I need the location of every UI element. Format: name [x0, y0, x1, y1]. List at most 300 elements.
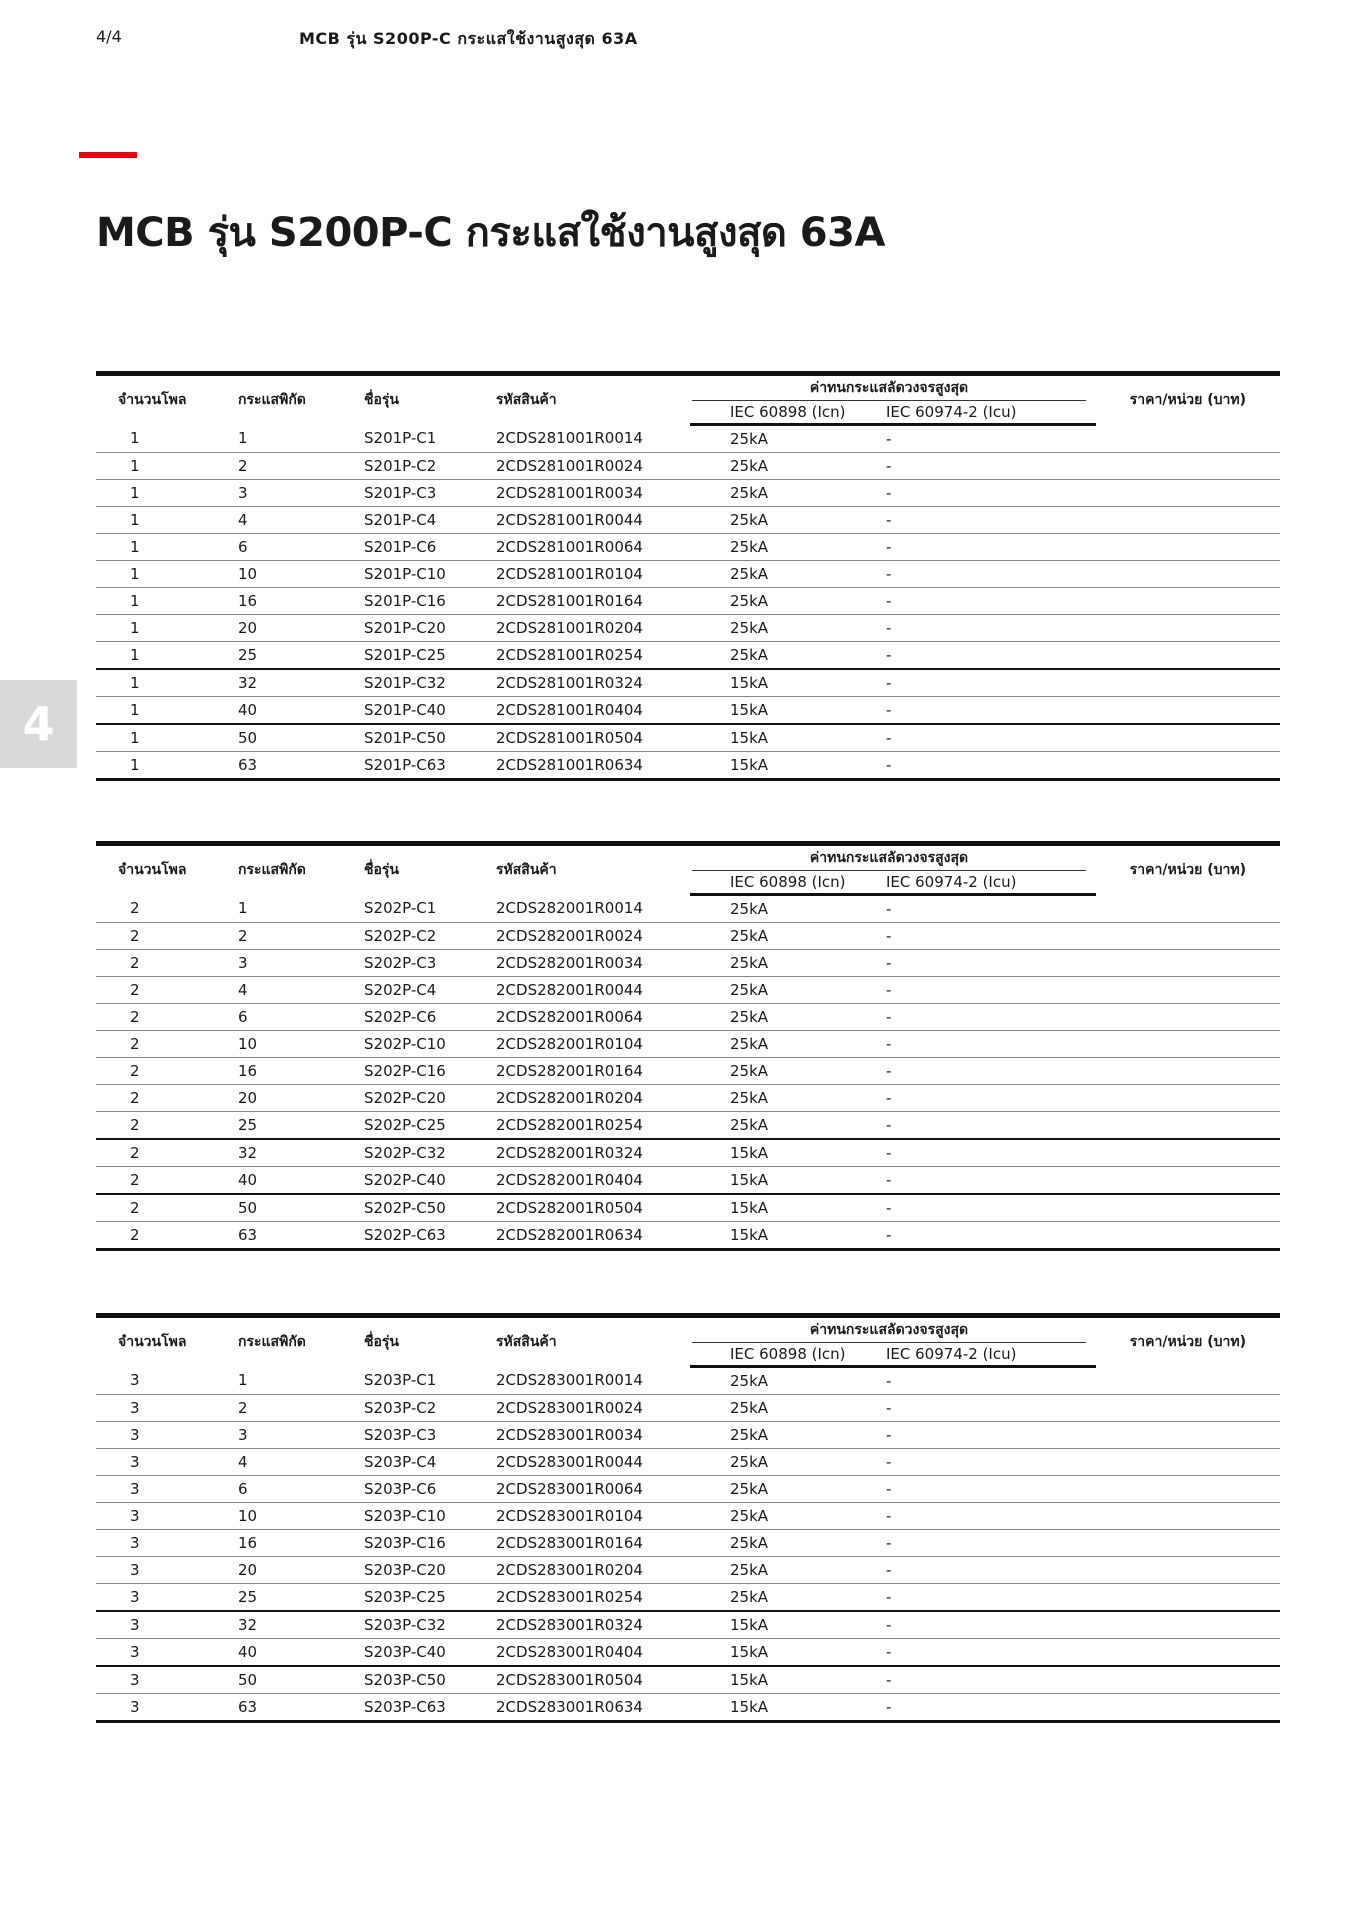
- model-cell: S203P-C2: [342, 1395, 472, 1422]
- rating-cell: 16: [216, 1058, 342, 1085]
- code-cell: 2CDS281001R0254: [472, 642, 690, 670]
- header-product-code: รหัสสินค้า: [472, 844, 690, 895]
- price-cell: [1096, 1058, 1280, 1085]
- model-cell: S201P-C32: [342, 669, 472, 697]
- model-cell: S203P-C16: [342, 1530, 472, 1557]
- poles-cell: 2: [96, 895, 216, 923]
- rating-cell: 3: [216, 480, 342, 507]
- table-row: [96, 1557, 1280, 1584]
- poles-cell: 1: [96, 669, 216, 697]
- rating-cell: 4: [216, 977, 342, 1004]
- icn-cell: 15kA: [690, 1194, 880, 1222]
- rating-cell: 63: [216, 1694, 342, 1722]
- icn-cell: 25kA: [690, 1112, 880, 1140]
- header-product-code: รหัสสินค้า: [472, 374, 690, 425]
- rating-cell: 10: [216, 1031, 342, 1058]
- page-title: MCB รุ่น S200P-C กระแสใช้งานสูงสุด 63A: [96, 210, 885, 256]
- icn-cell: 25kA: [690, 1584, 880, 1612]
- model-cell: S202P-C4: [342, 977, 472, 1004]
- header-iec-60974: IEC 60974-2 (Icu): [880, 871, 1096, 895]
- price-cell: [1096, 588, 1280, 615]
- price-cell: [1096, 1557, 1280, 1584]
- price-cell: [1096, 1639, 1280, 1667]
- code-cell: 2CDS282001R0034: [472, 950, 690, 977]
- rating-cell: 32: [216, 1139, 342, 1167]
- rating-cell: 25: [216, 1584, 342, 1612]
- price-cell: [1096, 1139, 1280, 1167]
- table-row: [96, 507, 1280, 534]
- poles-cell: 2: [96, 1058, 216, 1085]
- model-cell: S201P-C10: [342, 561, 472, 588]
- icu-cell: -: [880, 1058, 1096, 1085]
- code-cell: 2CDS281001R0204: [472, 615, 690, 642]
- poles-cell: 1: [96, 507, 216, 534]
- header-poles: จำนวนโพล: [96, 374, 216, 425]
- code-cell: 2CDS281001R0064: [472, 534, 690, 561]
- code-cell: 2CDS282001R0104: [472, 1031, 690, 1058]
- table-row: [96, 1503, 1280, 1530]
- poles-cell: 3: [96, 1666, 216, 1694]
- code-cell: 2CDS282001R0014: [472, 895, 690, 923]
- icn-cell: 25kA: [690, 588, 880, 615]
- icn-cell: 25kA: [690, 1449, 880, 1476]
- code-cell: 2CDS281001R0044: [472, 507, 690, 534]
- model-cell: S202P-C10: [342, 1031, 472, 1058]
- model-cell: S201P-C25: [342, 642, 472, 670]
- poles-cell: 1: [96, 534, 216, 561]
- page-number: 4/4: [96, 27, 122, 46]
- icu-cell: -: [880, 923, 1096, 950]
- table-row: [96, 1449, 1280, 1476]
- table-row: [96, 561, 1280, 588]
- poles-cell: 2: [96, 1194, 216, 1222]
- code-cell: 2CDS283001R0104: [472, 1503, 690, 1530]
- rating-cell: 16: [216, 588, 342, 615]
- icn-cell: 15kA: [690, 1639, 880, 1667]
- accent-bar: [79, 152, 137, 158]
- price-cell: [1096, 453, 1280, 480]
- poles-cell: 1: [96, 425, 216, 453]
- code-cell: 2CDS282001R0634: [472, 1222, 690, 1250]
- icn-cell: 15kA: [690, 697, 880, 725]
- table-row: [96, 977, 1280, 1004]
- poles-cell: 3: [96, 1694, 216, 1722]
- icu-cell: -: [880, 1476, 1096, 1503]
- table-row: [96, 923, 1280, 950]
- model-cell: S202P-C32: [342, 1139, 472, 1167]
- rating-cell: 20: [216, 615, 342, 642]
- poles-cell: 3: [96, 1611, 216, 1639]
- code-cell: 2CDS282001R0504: [472, 1194, 690, 1222]
- table-row: [96, 950, 1280, 977]
- model-cell: S202P-C1: [342, 895, 472, 923]
- header-model: ชื่อรุ่น: [342, 1316, 472, 1367]
- table-row: [96, 1666, 1280, 1694]
- price-cell: [1096, 1395, 1280, 1422]
- table-row: [96, 1422, 1280, 1449]
- code-cell: 2CDS282001R0324: [472, 1139, 690, 1167]
- code-cell: 2CDS282001R0164: [472, 1058, 690, 1085]
- header-iec-60898: IEC 60898 (Icn): [690, 871, 880, 895]
- icn-cell: 25kA: [690, 1422, 880, 1449]
- icn-cell: 25kA: [690, 1085, 880, 1112]
- icn-cell: 25kA: [690, 1031, 880, 1058]
- rating-cell: 20: [216, 1557, 342, 1584]
- rating-cell: 1: [216, 1367, 342, 1395]
- spec-table: [96, 841, 1280, 1251]
- header-price: ราคา/หน่วย (บาท): [1096, 374, 1280, 425]
- table-row: [96, 697, 1280, 725]
- poles-cell: 1: [96, 453, 216, 480]
- icu-cell: -: [880, 1222, 1096, 1250]
- icu-cell: -: [880, 1611, 1096, 1639]
- icu-cell: -: [880, 1694, 1096, 1722]
- poles-cell: 2: [96, 1031, 216, 1058]
- rating-cell: 32: [216, 1611, 342, 1639]
- table-row: [96, 1031, 1280, 1058]
- icn-cell: 25kA: [690, 615, 880, 642]
- price-cell: [1096, 561, 1280, 588]
- code-cell: 2CDS283001R0014: [472, 1367, 690, 1395]
- table-row: [96, 752, 1280, 780]
- code-cell: 2CDS283001R0044: [472, 1449, 690, 1476]
- code-cell: 2CDS283001R0204: [472, 1557, 690, 1584]
- running-title: MCB รุ่น S200P-C กระแสใช้งานสูงสุด 63A: [299, 29, 638, 48]
- table-row: [96, 1194, 1280, 1222]
- poles-cell: 1: [96, 697, 216, 725]
- model-cell: S201P-C20: [342, 615, 472, 642]
- rating-cell: 6: [216, 1004, 342, 1031]
- icu-cell: -: [880, 697, 1096, 725]
- poles-cell: 1: [96, 724, 216, 752]
- price-cell: [1096, 1167, 1280, 1195]
- icu-cell: -: [880, 642, 1096, 670]
- model-cell: S202P-C6: [342, 1004, 472, 1031]
- model-cell: S201P-C4: [342, 507, 472, 534]
- price-cell: [1096, 895, 1280, 923]
- icn-cell: 15kA: [690, 669, 880, 697]
- rating-cell: 6: [216, 534, 342, 561]
- code-cell: 2CDS281001R0014: [472, 425, 690, 453]
- rating-cell: 2: [216, 923, 342, 950]
- icn-cell: 25kA: [690, 895, 880, 923]
- icu-cell: -: [880, 1395, 1096, 1422]
- code-cell: 2CDS282001R0254: [472, 1112, 690, 1140]
- model-cell: S202P-C16: [342, 1058, 472, 1085]
- icn-cell: 25kA: [690, 507, 880, 534]
- icn-cell: 25kA: [690, 1530, 880, 1557]
- poles-cell: 2: [96, 1167, 216, 1195]
- price-cell: [1096, 1194, 1280, 1222]
- table-row: [96, 1639, 1280, 1667]
- icn-cell: 25kA: [690, 1557, 880, 1584]
- table-row: [96, 895, 1280, 923]
- price-cell: [1096, 1367, 1280, 1395]
- rating-cell: 1: [216, 425, 342, 453]
- poles-cell: 2: [96, 1004, 216, 1031]
- icu-cell: -: [880, 453, 1096, 480]
- poles-cell: 3: [96, 1530, 216, 1557]
- table-row: [96, 588, 1280, 615]
- table-row: [96, 1367, 1280, 1395]
- rating-cell: 40: [216, 697, 342, 725]
- price-cell: [1096, 1112, 1280, 1140]
- model-cell: S203P-C32: [342, 1611, 472, 1639]
- icu-cell: -: [880, 1503, 1096, 1530]
- poles-cell: 3: [96, 1395, 216, 1422]
- model-cell: S203P-C6: [342, 1476, 472, 1503]
- price-cell: [1096, 1422, 1280, 1449]
- price-cell: [1096, 480, 1280, 507]
- code-cell: 2CDS281001R0024: [472, 453, 690, 480]
- code-cell: 2CDS283001R0504: [472, 1666, 690, 1694]
- icu-cell: -: [880, 1530, 1096, 1557]
- icu-cell: -: [880, 425, 1096, 453]
- table-row: [96, 1222, 1280, 1250]
- rating-cell: 25: [216, 1112, 342, 1140]
- table-row: [96, 1584, 1280, 1612]
- header-poles: จำนวนโพล: [96, 844, 216, 895]
- rating-cell: 4: [216, 1449, 342, 1476]
- header-breaking-capacity: ค่าทนกระแสลัดวงจรสูงสุด: [692, 377, 1086, 401]
- poles-cell: 3: [96, 1476, 216, 1503]
- rating-cell: 25: [216, 642, 342, 670]
- model-cell: S203P-C40: [342, 1639, 472, 1667]
- icn-cell: 15kA: [690, 1666, 880, 1694]
- poles-cell: 1: [96, 752, 216, 780]
- header-iec-60898: IEC 60898 (Icn): [690, 1343, 880, 1367]
- icu-cell: -: [880, 1666, 1096, 1694]
- model-cell: S201P-C63: [342, 752, 472, 780]
- price-cell: [1096, 1530, 1280, 1557]
- icu-cell: -: [880, 1422, 1096, 1449]
- header-rated-current: กระแสพิกัด: [216, 844, 342, 895]
- spec-table: [96, 371, 1280, 781]
- header-model: ชื่อรุ่น: [342, 844, 472, 895]
- price-cell: [1096, 669, 1280, 697]
- rating-cell: 63: [216, 1222, 342, 1250]
- header-product-code: รหัสสินค้า: [472, 1316, 690, 1367]
- icn-cell: 15kA: [690, 1611, 880, 1639]
- header-iec-60974: IEC 60974-2 (Icu): [880, 1343, 1096, 1367]
- icu-cell: -: [880, 1584, 1096, 1612]
- model-cell: S202P-C20: [342, 1085, 472, 1112]
- icu-cell: -: [880, 1557, 1096, 1584]
- code-cell: 2CDS282001R0024: [472, 923, 690, 950]
- table-row: [96, 669, 1280, 697]
- chapter-tab: 4: [0, 680, 77, 768]
- header-model: ชื่อรุ่น: [342, 374, 472, 425]
- icn-cell: 25kA: [690, 1058, 880, 1085]
- icu-cell: -: [880, 1449, 1096, 1476]
- code-cell: 2CDS282001R0044: [472, 977, 690, 1004]
- model-cell: S203P-C25: [342, 1584, 472, 1612]
- icn-cell: 25kA: [690, 950, 880, 977]
- price-cell: [1096, 1476, 1280, 1503]
- rating-cell: 40: [216, 1639, 342, 1667]
- header-rated-current: กระแสพิกัด: [216, 1316, 342, 1367]
- icu-cell: -: [880, 1167, 1096, 1195]
- price-cell: [1096, 1694, 1280, 1722]
- poles-cell: 1: [96, 561, 216, 588]
- icu-cell: -: [880, 1367, 1096, 1395]
- icu-cell: -: [880, 724, 1096, 752]
- rating-cell: 4: [216, 507, 342, 534]
- code-cell: 2CDS281001R0504: [472, 724, 690, 752]
- table-row: [96, 1167, 1280, 1195]
- icn-cell: 25kA: [690, 534, 880, 561]
- code-cell: 2CDS283001R0324: [472, 1611, 690, 1639]
- rating-cell: 50: [216, 724, 342, 752]
- icn-cell: 25kA: [690, 923, 880, 950]
- table-row: [96, 1112, 1280, 1140]
- rating-cell: 10: [216, 1503, 342, 1530]
- code-cell: 2CDS281001R0104: [472, 561, 690, 588]
- poles-cell: 1: [96, 480, 216, 507]
- poles-cell: 1: [96, 642, 216, 670]
- table-row: [96, 1611, 1280, 1639]
- icn-cell: 25kA: [690, 642, 880, 670]
- icu-cell: -: [880, 950, 1096, 977]
- icu-cell: -: [880, 1639, 1096, 1667]
- price-cell: [1096, 1085, 1280, 1112]
- poles-cell: 1: [96, 615, 216, 642]
- code-cell: 2CDS281001R0034: [472, 480, 690, 507]
- code-cell: 2CDS281001R0634: [472, 752, 690, 780]
- price-cell: [1096, 1004, 1280, 1031]
- header-iec-60898: IEC 60898 (Icn): [690, 401, 880, 425]
- price-cell: [1096, 425, 1280, 453]
- price-cell: [1096, 977, 1280, 1004]
- header-price: ราคา/หน่วย (บาท): [1096, 1316, 1280, 1367]
- model-cell: S201P-C1: [342, 425, 472, 453]
- table-row: [96, 642, 1280, 670]
- poles-cell: 3: [96, 1584, 216, 1612]
- icu-cell: -: [880, 1112, 1096, 1140]
- rating-cell: 1: [216, 895, 342, 923]
- table-row: [96, 1476, 1280, 1503]
- icn-cell: 25kA: [690, 977, 880, 1004]
- header-iec-60974: IEC 60974-2 (Icu): [880, 401, 1096, 425]
- price-cell: [1096, 615, 1280, 642]
- price-cell: [1096, 507, 1280, 534]
- icu-cell: -: [880, 561, 1096, 588]
- spec-table-3: [96, 1313, 1280, 1723]
- code-cell: 2CDS283001R0164: [472, 1530, 690, 1557]
- rating-cell: 2: [216, 453, 342, 480]
- code-cell: 2CDS283001R0064: [472, 1476, 690, 1503]
- poles-cell: 3: [96, 1449, 216, 1476]
- poles-cell: 2: [96, 923, 216, 950]
- code-cell: 2CDS283001R0034: [472, 1422, 690, 1449]
- price-cell: [1096, 724, 1280, 752]
- poles-cell: 2: [96, 977, 216, 1004]
- rating-cell: 40: [216, 1167, 342, 1195]
- code-cell: 2CDS281001R0164: [472, 588, 690, 615]
- header-price: ราคา/หน่วย (บาท): [1096, 844, 1280, 895]
- model-cell: S201P-C50: [342, 724, 472, 752]
- price-cell: [1096, 1449, 1280, 1476]
- poles-cell: 2: [96, 1139, 216, 1167]
- poles-cell: 2: [96, 1085, 216, 1112]
- model-cell: S203P-C1: [342, 1367, 472, 1395]
- icn-cell: 25kA: [690, 561, 880, 588]
- poles-cell: 3: [96, 1639, 216, 1667]
- rating-cell: 3: [216, 950, 342, 977]
- icu-cell: -: [880, 1004, 1096, 1031]
- price-cell: [1096, 642, 1280, 670]
- price-cell: [1096, 1666, 1280, 1694]
- table-row: [96, 1004, 1280, 1031]
- price-cell: [1096, 1584, 1280, 1612]
- icu-cell: -: [880, 534, 1096, 561]
- icn-cell: 25kA: [690, 1503, 880, 1530]
- code-cell: 2CDS282001R0204: [472, 1085, 690, 1112]
- code-cell: 2CDS282001R0064: [472, 1004, 690, 1031]
- icu-cell: -: [880, 977, 1096, 1004]
- rating-cell: 63: [216, 752, 342, 780]
- code-cell: 2CDS282001R0404: [472, 1167, 690, 1195]
- spec-table-2: [96, 841, 1280, 1251]
- model-cell: S203P-C3: [342, 1422, 472, 1449]
- model-cell: S202P-C3: [342, 950, 472, 977]
- code-cell: 2CDS283001R0404: [472, 1639, 690, 1667]
- price-cell: [1096, 950, 1280, 977]
- model-cell: S201P-C6: [342, 534, 472, 561]
- rating-cell: 2: [216, 1395, 342, 1422]
- price-cell: [1096, 534, 1280, 561]
- header-poles: จำนวนโพล: [96, 1316, 216, 1367]
- icn-cell: 25kA: [690, 1395, 880, 1422]
- table-row: [96, 615, 1280, 642]
- rating-cell: 50: [216, 1194, 342, 1222]
- price-cell: [1096, 1611, 1280, 1639]
- header-rated-current: กระแสพิกัด: [216, 374, 342, 425]
- rating-cell: 3: [216, 1422, 342, 1449]
- rating-cell: 10: [216, 561, 342, 588]
- icu-cell: -: [880, 1194, 1096, 1222]
- icn-cell: 15kA: [690, 1167, 880, 1195]
- icn-cell: 25kA: [690, 1367, 880, 1395]
- model-cell: S201P-C2: [342, 453, 472, 480]
- icu-cell: -: [880, 895, 1096, 923]
- poles-cell: 2: [96, 1112, 216, 1140]
- model-cell: S203P-C20: [342, 1557, 472, 1584]
- price-cell: [1096, 697, 1280, 725]
- icn-cell: 15kA: [690, 752, 880, 780]
- icn-cell: 15kA: [690, 1694, 880, 1722]
- table-row: [96, 1085, 1280, 1112]
- table-row: [96, 724, 1280, 752]
- table-row: [96, 1139, 1280, 1167]
- rating-cell: 20: [216, 1085, 342, 1112]
- icu-cell: -: [880, 1139, 1096, 1167]
- model-cell: S203P-C10: [342, 1503, 472, 1530]
- icn-cell: 15kA: [690, 1222, 880, 1250]
- code-cell: 2CDS281001R0324: [472, 669, 690, 697]
- poles-cell: 3: [96, 1422, 216, 1449]
- poles-cell: 1: [96, 588, 216, 615]
- table-row: [96, 453, 1280, 480]
- table-row: [96, 480, 1280, 507]
- price-cell: [1096, 1503, 1280, 1530]
- model-cell: S201P-C16: [342, 588, 472, 615]
- price-cell: [1096, 923, 1280, 950]
- model-cell: S201P-C3: [342, 480, 472, 507]
- table-row: [96, 1395, 1280, 1422]
- spec-table: [96, 1313, 1280, 1723]
- table-row: [96, 534, 1280, 561]
